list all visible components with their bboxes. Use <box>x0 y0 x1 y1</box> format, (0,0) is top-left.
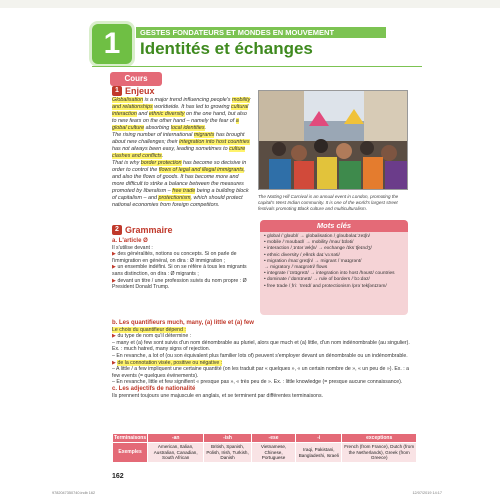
table-row-label: Exemples <box>113 443 148 463</box>
mots-cles-line: • mobile /ˈməʊbaɪl/ → mobility /məʊˈbɪləti/ <box>264 240 354 246</box>
text: des généralités, notions ou concepts. Si on parle de l'immigration en général, on dira : Ø immigration ; <box>112 251 237 264</box>
text: . <box>161 153 164 159</box>
grammaire-b-c <box>112 320 412 399</box>
term-border-protection: border protection <box>140 160 182 166</box>
term-globalisation: Globalisation <box>112 97 144 103</box>
arrow-icon: ▶ <box>112 264 116 271</box>
chapter-kicker: GESTES FONDATEURS ET MONDES EN MOUVEMENT <box>140 28 335 37</box>
text: on the one hand, but also to new fears on the other hand – namely the fear of <box>112 111 247 124</box>
grammar-line <box>112 264 257 277</box>
grammar-line: – En revanche, little et few signifient « presque pas », « très peu de ». Ex. : little knowledge (= presque aucune connaissance). <box>112 379 403 386</box>
text: being a building block of capitalism – and <box>112 188 249 201</box>
subhead-article: a. L'article Ø <box>112 238 148 244</box>
mots-cles-title: Mots clés <box>260 220 408 232</box>
text: Le choix du quantifieur dépend : <box>112 326 186 333</box>
term-culture-clashes: culture clashes and conflicts <box>112 146 246 159</box>
grammaire-title: Grammaire <box>125 225 173 235</box>
text: The rising number of international <box>112 132 194 138</box>
term-free-trade: free trade <box>172 188 196 194</box>
text: is a major trend influencing people's <box>143 97 232 103</box>
table-header-row <box>113 434 417 443</box>
grammar-line <box>112 278 257 291</box>
page-number: 162 <box>112 473 124 480</box>
mots-cles-line: • integrate /ˈɪntɪɡreɪt/ → integration into host /həʊst/ countries <box>264 271 395 277</box>
text: un ensemble indéfini. Si on se réfère à tous les migrants sans distinction, on dira : Ø migrants ; <box>112 264 247 277</box>
grammar-line <box>112 333 412 340</box>
print-footer <box>52 491 442 495</box>
nationality-table <box>112 433 417 463</box>
grammaire-a <box>112 238 257 291</box>
text: absorbing <box>144 125 171 131</box>
arrow-icon: ▶ <box>112 251 116 258</box>
term-protectionism: protectionism <box>158 195 191 201</box>
text: That is why <box>112 160 141 166</box>
table-header-cell: Terminaisons <box>114 435 147 441</box>
mots-cles-line: • global /ˈɡləʊbl/ → globalisation /ˌɡləʊbəlaɪˈzeɪʃn/ <box>264 234 371 239</box>
grammar-line <box>112 360 412 367</box>
mots-cles-list <box>264 234 404 290</box>
table-cell: British, Spanish, Polish, Irish, Turkish, Danish <box>204 443 252 463</box>
mots-cles-line: → migratory /ˈmaɪɡrətri/ flows <box>264 265 328 271</box>
term-mobility: mobility and relationships <box>112 97 251 110</box>
mots-cles-line: • dominate /ˈdɒmɪneɪt/ → rule of borders /ˈbɔːdəz/ <box>264 277 370 283</box>
carnival-photo <box>258 90 408 190</box>
text: , and also the flows of goods. It has become more and more difficult to strike a balance between the measures promoted by liberalism – <box>112 167 246 194</box>
enjeux-heading <box>112 86 155 96</box>
grammar-line: – En revanche, a lot of (ou son équivalent plus familier lots of) peuvent s'employer devant un dénombrable ou un indénombrable. <box>112 352 408 359</box>
grammar-line: – many et (a) few sont suivis d'un nom dénombrable au pluriel, alors que much et (a) little, d'un nom indénombrable (au singulier). Ex. : much hatred, many signs of rejection. <box>112 339 410 353</box>
table-cell: French (from France), Dutch (from the Netherlands), Greek (from Greece) <box>342 443 417 463</box>
photo-caption: The Notting Hill Carnival is an annual event in London, promoting the capital's West Indian community. It is one of the world's largest street festivals promoting Black culture and multiculturalism. <box>258 194 399 211</box>
subhead-nationality: c. Les adjectifs de nationalité <box>112 385 196 392</box>
term-migrants: migrants <box>193 132 215 138</box>
table-header-cell: -i <box>296 434 342 443</box>
header-rule <box>92 66 422 67</box>
mots-cles-box <box>260 220 408 315</box>
enjeux-paragraphs <box>112 97 252 209</box>
table-header-cell: -an <box>148 434 204 443</box>
top-margin <box>0 0 500 8</box>
grammaire-number: 2 <box>112 225 122 235</box>
chapter-title: Identités et échanges <box>140 39 313 58</box>
text: and <box>136 111 149 117</box>
grammar-line: Il s'utilise devant : <box>112 244 153 251</box>
enjeux-paragraph-3 <box>112 160 252 209</box>
text: du type de nom qu'il détermine : <box>117 333 192 340</box>
text: has become so decisive in order to control the <box>112 160 247 173</box>
grammaire-heading <box>112 225 173 235</box>
term-integration: integration into host countries <box>179 139 250 145</box>
mots-cles-line: • free trade /ˌfriː ˈtreɪd/ and protectionism /prəˈtekʃənɪzəm/ <box>264 283 387 289</box>
cours-tab: Cours <box>110 72 162 86</box>
table-header-cell: -ish <box>204 434 252 443</box>
chapter-number-badge: 1 <box>92 24 132 64</box>
grammar-line: – A little / a few impliquent une certaine quantité (on les traduit par « quelques », « un certain nombre de », « un peu de »). Ex. : a few events (= quelques événements). <box>112 366 410 379</box>
mots-cles-line: • migration /maɪˈɡreɪʃn/ → migrant /ˈmaɪɡrənt/ <box>264 258 362 264</box>
text: devant un titre / une profession suivis du nom propre : Ø President Donald Trump. <box>112 277 247 291</box>
text: has not always been easy, leading sometimes to <box>112 146 230 152</box>
table-header-cell: -ese <box>251 434 295 443</box>
table-cell: American, Italian, Australian, Canadian, South African <box>148 443 204 463</box>
table-row <box>113 443 417 463</box>
text: de la connotation visée, positive ou négative : <box>117 359 223 366</box>
table-cell: Vietnamese, Chinese, Portuguese <box>251 443 295 463</box>
grammar-line: Ils prennent toujours une majuscule en anglais, et se terminent par différentes terminaisons. <box>112 392 323 399</box>
mots-cles-line: • ethnic diversity /ˌeθnɪk daɪˈvɜːsəti/ <box>264 252 340 258</box>
term-ethnic-diversity: ethnic diversity <box>148 111 185 117</box>
enjeux-paragraph-2 <box>112 132 252 160</box>
subhead-quantifiers: b. Les quantifieurs much, many, (a) little et (a) few <box>112 320 254 326</box>
text: has brought about new challenges; their <box>112 132 245 145</box>
enjeux-paragraph-1 <box>112 97 252 132</box>
mots-cles-line: • interaction /ˌɪntərˈækʃn/ → exchange /ɪksˈtʃeɪndʒ/ <box>264 246 372 252</box>
arrow-icon: ▶ <box>112 359 116 366</box>
table-cell: Iraqi, Pakistani, Bangladeshi, Israeli <box>296 443 342 463</box>
enjeux-title: Enjeux <box>125 86 155 96</box>
text: . <box>204 125 207 131</box>
text: worldwide. It has led to growing <box>152 104 231 110</box>
footer-file: 9782047350740.indb 162 <box>52 491 96 495</box>
arrow-icon: ▶ <box>112 277 116 284</box>
term-global-culture: a global culture <box>112 118 239 131</box>
table-header-cell: exceptions <box>342 434 417 443</box>
arrow-icon: ▶ <box>112 333 116 340</box>
text: , which should protect national economies from foreign competitors. <box>112 195 243 208</box>
grammar-line <box>112 327 412 334</box>
term-cultural-interaction: cultural interaction <box>112 104 249 117</box>
grammar-line <box>112 251 257 264</box>
enjeux-number: 1 <box>112 86 122 96</box>
footer-timestamp: 12/07/2019 14:17 <box>412 491 442 495</box>
term-flows: flows of legal and illegal immigrants <box>158 167 244 173</box>
term-local-identities: local identities <box>170 125 205 131</box>
